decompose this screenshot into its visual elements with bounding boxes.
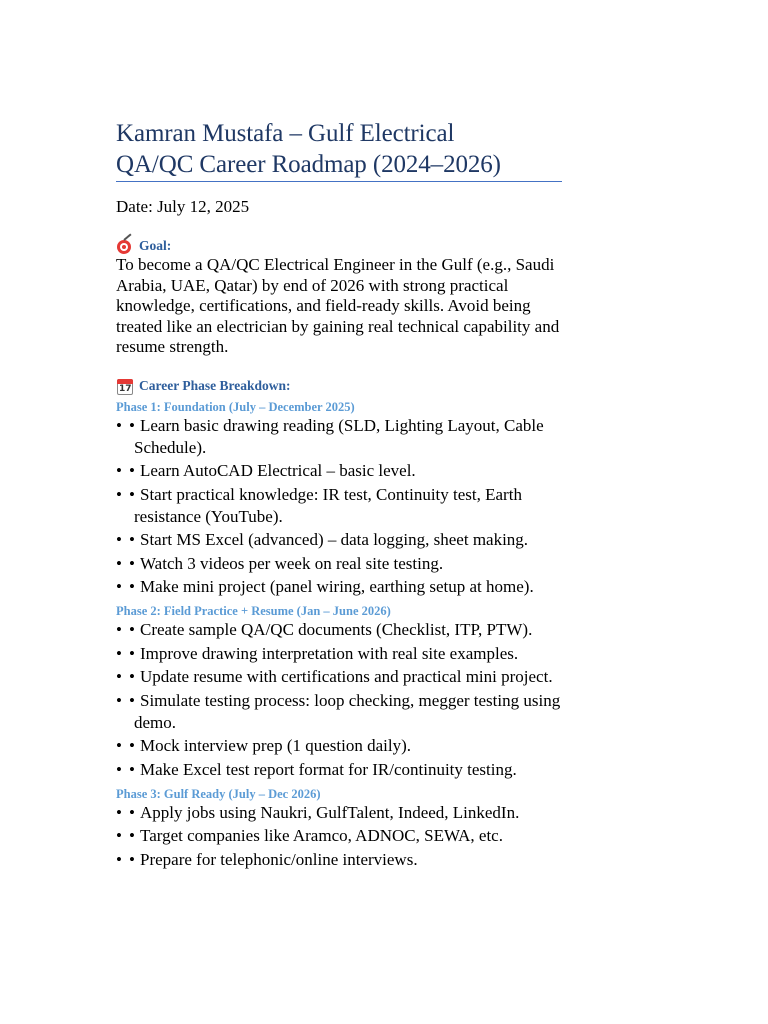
phase-item-list — [116, 415, 562, 599]
bullet: • — [129, 690, 135, 710]
list-item-text: Create sample QA/QC documents (Checklist, ITP, PTW). — [140, 620, 533, 639]
breakdown-heading — [116, 377, 562, 395]
bullet: • — [116, 759, 122, 779]
list-item — [116, 759, 562, 781]
calendar-icon — [116, 377, 134, 395]
bullet: • — [116, 530, 122, 549]
bullet: • — [116, 553, 122, 573]
document-page — [116, 118, 562, 872]
bullet: • — [129, 643, 135, 663]
bullet: • — [129, 759, 135, 779]
phase-item-list — [116, 802, 562, 871]
list-item — [116, 460, 562, 482]
bullet: • — [129, 620, 135, 639]
breakdown-heading-label: Career Phase Breakdown: — [139, 377, 291, 393]
phase-item-list — [116, 619, 562, 781]
goal-heading — [116, 237, 562, 255]
bullet: • — [116, 849, 122, 869]
bullet: • — [116, 802, 122, 822]
bullet: • — [116, 461, 122, 480]
document-date: Date: July 12, 2025 — [116, 197, 250, 216]
list-item — [116, 553, 562, 575]
bullet: • — [129, 849, 135, 869]
bullet: • — [129, 415, 135, 435]
phase-title: Phase 3: Gulf Ready (July – Dec 2026) — [116, 786, 321, 801]
phase-title: Phase 1: Foundation (July – December 2025) — [116, 399, 355, 414]
list-item — [116, 666, 562, 688]
list-item-text: Watch 3 videos per week on real site testing. — [140, 553, 444, 573]
list-item-text: Target companies like Aramco, ADNOC, SEWA, etc. — [140, 826, 503, 845]
list-item-text: Learn AutoCAD Electrical – basic level. — [140, 461, 416, 480]
list-item-text: Make Excel test report format for IR/continuity testing. — [140, 759, 517, 779]
bullet: • — [129, 802, 135, 822]
bullet: • — [129, 826, 135, 845]
list-item-text: Start practical knowledge: IR test, Continuity test, Earth resistance (YouTube). — [134, 484, 522, 526]
list-item-text: Improve drawing interpretation with real site examples. — [140, 643, 519, 663]
calendar-icon-number: 17 — [119, 383, 132, 394]
document-title — [116, 118, 562, 182]
list-item — [116, 529, 562, 551]
bullet: • — [129, 484, 135, 504]
list-item — [116, 802, 562, 824]
list-item — [116, 484, 562, 528]
list-item — [116, 735, 562, 757]
phase-title: Phase 2: Field Practice + Resume (Jan – June 2026) — [116, 604, 391, 618]
phase-list — [116, 399, 562, 871]
bullet: • — [116, 415, 122, 435]
list-item — [116, 643, 562, 665]
bullet: • — [116, 643, 122, 663]
target-icon — [116, 237, 134, 255]
list-item-text: Learn basic drawing reading (SLD, Lighting Layout, Cable Schedule). — [134, 415, 544, 457]
bullet: • — [116, 736, 122, 755]
title-line-1: Kamran Mustafa – Gulf Electrical — [116, 120, 455, 147]
bullet: • — [129, 461, 135, 480]
title-line-2: QA/QC Career Roadmap (2024–2026) — [116, 151, 501, 178]
goal-heading-label: Goal: — [139, 238, 172, 253]
list-item — [116, 619, 562, 641]
bullet: • — [116, 667, 122, 686]
list-item-text: Make mini project (panel wiring, earthing setup at home). — [140, 577, 534, 596]
bullet: • — [129, 736, 135, 755]
list-item — [116, 825, 562, 847]
bullet: • — [129, 577, 135, 596]
bullet: • — [116, 484, 122, 504]
bullet: • — [116, 690, 122, 710]
list-item-text: Start MS Excel (advanced) – data logging, sheet making. — [140, 530, 529, 549]
list-item — [116, 849, 562, 871]
list-item-text: Mock interview prep (1 question daily). — [140, 736, 411, 755]
bullet: • — [116, 620, 122, 639]
list-item-text: Apply jobs using Naukri, GulfTalent, Indeed, LinkedIn. — [140, 802, 520, 822]
bullet: • — [116, 826, 122, 845]
bullet: • — [129, 667, 135, 686]
goal-text: To become a QA/QC Electrical Engineer in the Gulf (e.g., Saudi Arabia, UAE, Qatar) by end of 2026 with strong practical knowledge, certifications, and field-ready skills. Avoid being treated like an electrician by gaining real technical capability and resume strength. — [116, 255, 560, 356]
list-item-text: Prepare for telephonic/online interviews. — [140, 849, 418, 869]
list-item — [116, 576, 562, 598]
bullet: • — [129, 553, 135, 573]
list-item — [116, 690, 562, 734]
list-item-text: Simulate testing process: loop checking, megger testing using demo. — [134, 690, 561, 732]
bullet: • — [116, 577, 122, 596]
list-item-text: Update resume with certifications and practical mini project. — [140, 667, 553, 686]
list-item — [116, 415, 562, 459]
bullet: • — [129, 530, 135, 549]
